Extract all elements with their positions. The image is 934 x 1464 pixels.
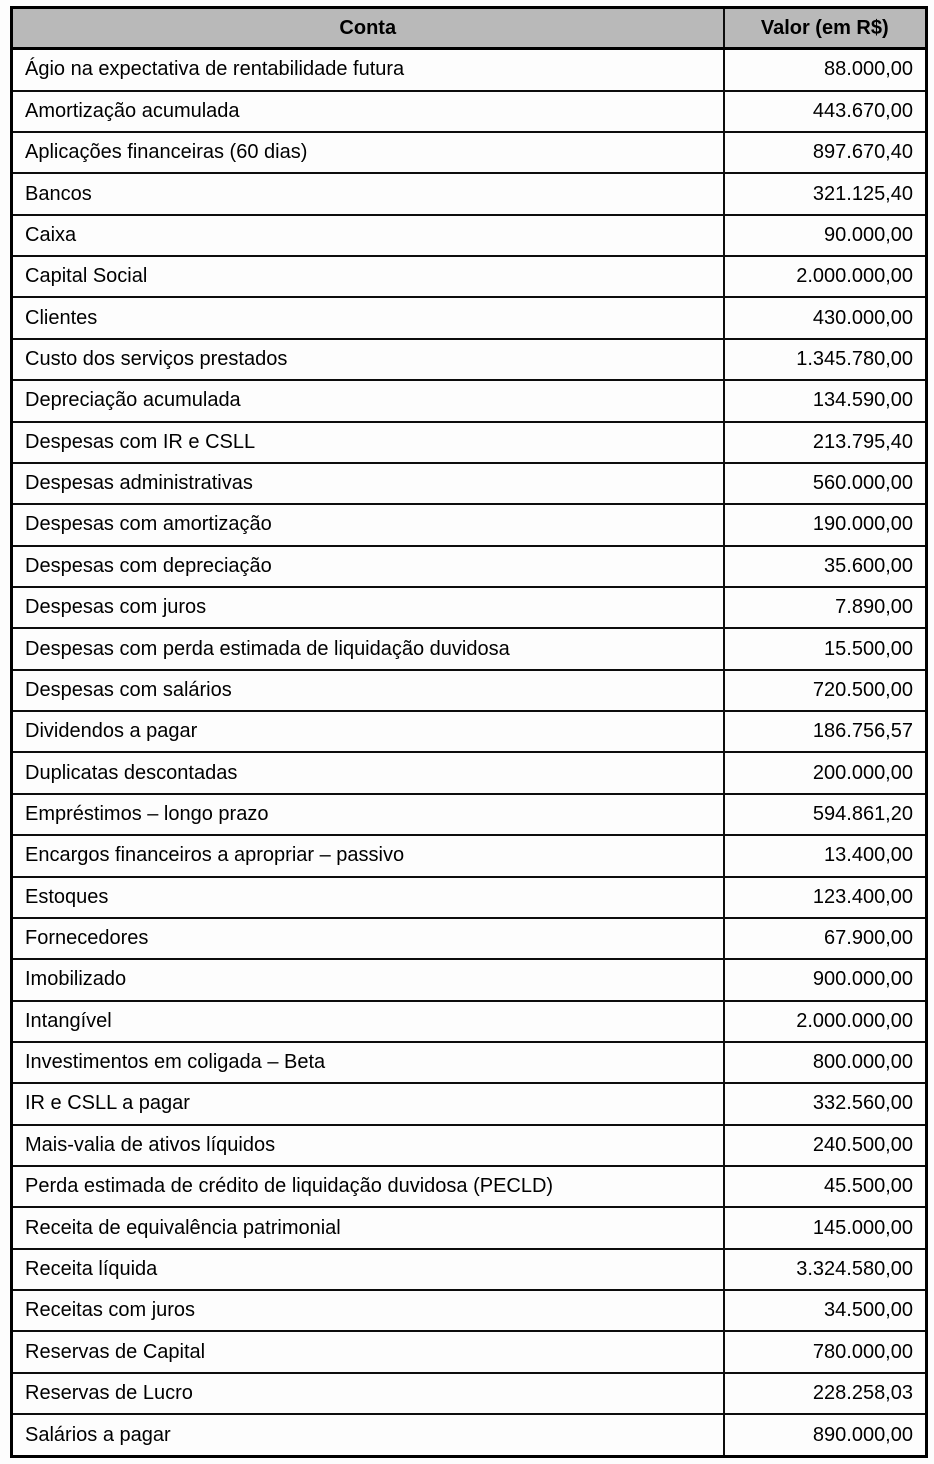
table-row bbox=[12, 297, 927, 338]
conta-cell: Investimentos em coligada – Beta bbox=[12, 1042, 724, 1083]
table-row bbox=[12, 918, 927, 959]
column-header-valor: Valor (em R$) bbox=[724, 8, 927, 49]
valor-cell: 900.000,00 bbox=[724, 959, 927, 1000]
conta-cell: Despesas administrativas bbox=[12, 463, 724, 504]
valor-cell: 228.258,03 bbox=[724, 1373, 927, 1414]
valor-cell: 890.000,00 bbox=[724, 1414, 927, 1456]
conta-cell: Despesas com IR e CSLL bbox=[12, 422, 724, 463]
valor-cell: 560.000,00 bbox=[724, 463, 927, 504]
table-row bbox=[12, 49, 927, 91]
valor-cell: 430.000,00 bbox=[724, 297, 927, 338]
conta-cell: Receitas com juros bbox=[12, 1290, 724, 1331]
conta-cell: Caixa bbox=[12, 215, 724, 256]
table-row bbox=[12, 794, 927, 835]
conta-cell: Estoques bbox=[12, 877, 724, 918]
conta-cell: Intangível bbox=[12, 1001, 724, 1042]
table-row bbox=[12, 1249, 927, 1290]
valor-cell: 332.560,00 bbox=[724, 1083, 927, 1124]
conta-cell: Empréstimos – longo prazo bbox=[12, 794, 724, 835]
valor-cell: 1.345.780,00 bbox=[724, 339, 927, 380]
valor-cell: 594.861,20 bbox=[724, 794, 927, 835]
conta-cell: Perda estimada de crédito de liquidação duvidosa (PECLD) bbox=[12, 1166, 724, 1207]
valor-cell: 3.324.580,00 bbox=[724, 1249, 927, 1290]
table-row bbox=[12, 1373, 927, 1414]
table-row bbox=[12, 1001, 927, 1042]
valor-cell: 45.500,00 bbox=[724, 1166, 927, 1207]
conta-cell: Ágio na expectativa de rentabilidade futura bbox=[12, 49, 724, 91]
conta-cell: Mais-valia de ativos líquidos bbox=[12, 1125, 724, 1166]
table-row bbox=[12, 877, 927, 918]
conta-cell: Aplicações financeiras (60 dias) bbox=[12, 132, 724, 173]
valor-cell: 134.590,00 bbox=[724, 380, 927, 421]
conta-cell: Capital Social bbox=[12, 256, 724, 297]
table-row bbox=[12, 256, 927, 297]
header-row bbox=[12, 8, 927, 49]
conta-cell: Receita líquida bbox=[12, 1249, 724, 1290]
valor-cell: 88.000,00 bbox=[724, 49, 927, 91]
conta-cell: Custo dos serviços prestados bbox=[12, 339, 724, 380]
valor-cell: 2.000.000,00 bbox=[724, 1001, 927, 1042]
table-row bbox=[12, 546, 927, 587]
valor-cell: 90.000,00 bbox=[724, 215, 927, 256]
table-row bbox=[12, 173, 927, 214]
table-row bbox=[12, 835, 927, 876]
conta-cell: Reservas de Lucro bbox=[12, 1373, 724, 1414]
table-row bbox=[12, 1207, 927, 1248]
valor-cell: 7.890,00 bbox=[724, 587, 927, 628]
valor-cell: 200.000,00 bbox=[724, 752, 927, 793]
conta-cell: Despesas com juros bbox=[12, 587, 724, 628]
conta-cell: Receita de equivalência patrimonial bbox=[12, 1207, 724, 1248]
valor-cell: 780.000,00 bbox=[724, 1331, 927, 1372]
conta-cell: IR e CSLL a pagar bbox=[12, 1083, 724, 1124]
table-row bbox=[12, 628, 927, 669]
table-row bbox=[12, 670, 927, 711]
conta-cell: Despesas com salários bbox=[12, 670, 724, 711]
valor-cell: 35.600,00 bbox=[724, 546, 927, 587]
valor-cell: 34.500,00 bbox=[724, 1290, 927, 1331]
valor-cell: 800.000,00 bbox=[724, 1042, 927, 1083]
valor-cell: 897.670,40 bbox=[724, 132, 927, 173]
table-row bbox=[12, 463, 927, 504]
valor-cell: 2.000.000,00 bbox=[724, 256, 927, 297]
valor-cell: 15.500,00 bbox=[724, 628, 927, 669]
conta-cell: Despesas com amortização bbox=[12, 504, 724, 545]
valor-cell: 13.400,00 bbox=[724, 835, 927, 876]
valor-cell: 186.756,57 bbox=[724, 711, 927, 752]
table-row bbox=[12, 380, 927, 421]
table-row bbox=[12, 959, 927, 1000]
table-row bbox=[12, 1125, 927, 1166]
valor-cell: 123.400,00 bbox=[724, 877, 927, 918]
column-header-conta: Conta bbox=[12, 8, 724, 49]
valor-cell: 145.000,00 bbox=[724, 1207, 927, 1248]
conta-cell: Imobilizado bbox=[12, 959, 724, 1000]
table-row bbox=[12, 1331, 927, 1372]
conta-cell: Despesas com perda estimada de liquidação duvidosa bbox=[12, 628, 724, 669]
table-row bbox=[12, 422, 927, 463]
conta-cell: Fornecedores bbox=[12, 918, 724, 959]
conta-cell: Dividendos a pagar bbox=[12, 711, 724, 752]
table-row bbox=[12, 587, 927, 628]
table-row bbox=[12, 1166, 927, 1207]
table-row bbox=[12, 91, 927, 132]
conta-cell: Bancos bbox=[12, 173, 724, 214]
valor-cell: 190.000,00 bbox=[724, 504, 927, 545]
conta-cell: Depreciação acumulada bbox=[12, 380, 724, 421]
table-body bbox=[12, 49, 927, 1457]
conta-cell: Salários a pagar bbox=[12, 1414, 724, 1456]
conta-cell: Clientes bbox=[12, 297, 724, 338]
valor-cell: 213.795,40 bbox=[724, 422, 927, 463]
table-row bbox=[12, 1414, 927, 1456]
table-row bbox=[12, 339, 927, 380]
table-row bbox=[12, 752, 927, 793]
table-row bbox=[12, 1290, 927, 1331]
valor-cell: 321.125,40 bbox=[724, 173, 927, 214]
table-row bbox=[12, 1083, 927, 1124]
conta-cell: Despesas com depreciação bbox=[12, 546, 724, 587]
conta-cell: Duplicatas descontadas bbox=[12, 752, 724, 793]
table-row bbox=[12, 1042, 927, 1083]
table-row bbox=[12, 132, 927, 173]
conta-cell: Amortização acumulada bbox=[12, 91, 724, 132]
conta-cell: Reservas de Capital bbox=[12, 1331, 724, 1372]
conta-cell: Encargos financeiros a apropriar – passivo bbox=[12, 835, 724, 876]
valor-cell: 720.500,00 bbox=[724, 670, 927, 711]
valor-cell: 67.900,00 bbox=[724, 918, 927, 959]
valor-cell: 240.500,00 bbox=[724, 1125, 927, 1166]
valor-cell: 443.670,00 bbox=[724, 91, 927, 132]
table-row bbox=[12, 711, 927, 752]
table-row bbox=[12, 504, 927, 545]
table-row bbox=[12, 215, 927, 256]
accounts-table bbox=[10, 6, 928, 1458]
